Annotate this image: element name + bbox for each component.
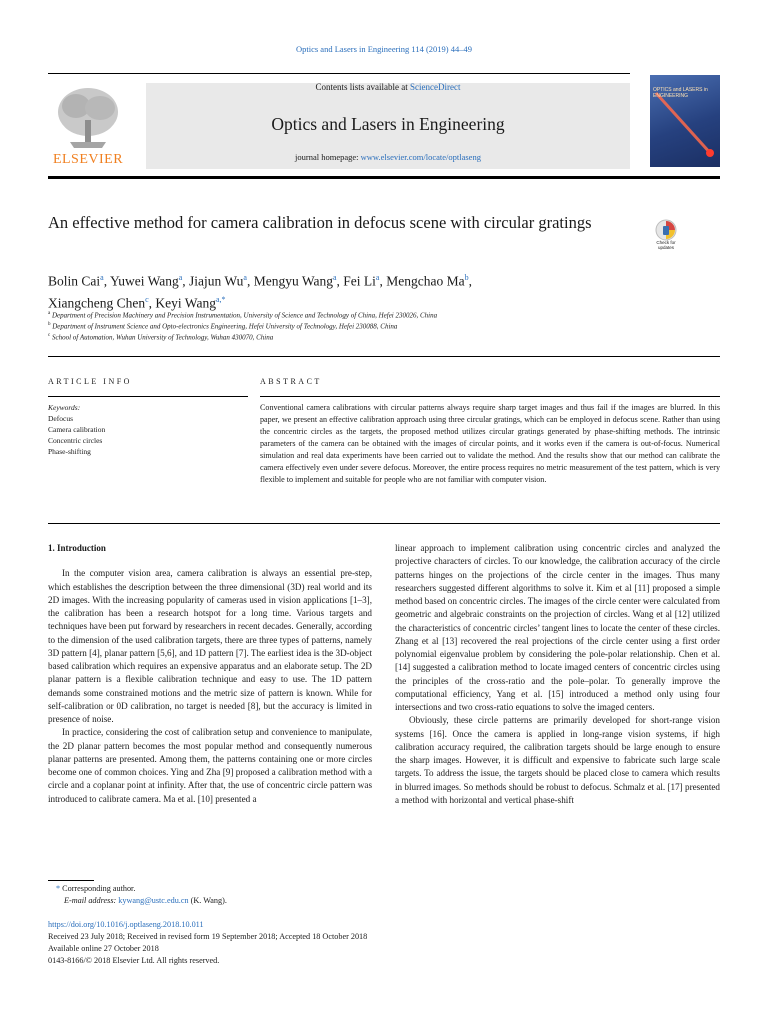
author-affiliation-marker[interactable]: a [178, 273, 183, 282]
author-affiliation-marker[interactable]: c [145, 294, 149, 304]
keywords-block [48, 402, 228, 457]
affiliation-c-text: School of Automation, Wuhan University of Technology, Wuhan 430070, China [51, 333, 274, 342]
keyword-item: Concentric circles [48, 436, 103, 445]
homepage-link[interactable]: www.elsevier.com/locate/optlaseng [360, 152, 481, 162]
affiliation-b-text: Department of Instrument Science and Opto-electronics Engineering, Hefei University of Technology, Hefei 230088, China [52, 322, 398, 331]
copyright-line: 0143-8166/© 2018 Elsevier Ltd. All rights reserved. [48, 956, 220, 965]
masthead-bottom-rule [48, 176, 720, 179]
author-name[interactable]: Bolin Cai [48, 273, 101, 289]
author-name[interactable]: Mengchao Ma [386, 273, 465, 289]
authors-line-1: Bolin Cai$^a$, Yuwei Wang$^a$, Jiajun Wu$^a$, Mengyu Wang$^a$, Fei Li$^a$, Mengchao Ma$^b$, [48, 273, 472, 289]
received-dates: Received 23 July 2018; Received in revised form 19 September 2018; Accepted 18 October 2018 [48, 932, 368, 941]
affiliation-a [48, 311, 648, 319]
email-line [48, 895, 464, 907]
paper-title: An effective method for camera calibration in defocus scene with circular gratings [48, 213, 592, 232]
body-left-column [48, 542, 372, 806]
author-name[interactable]: Fei Li [343, 273, 376, 289]
journal-title: Optics and Lasers in Engineering [271, 114, 505, 134]
homepage-prefix: journal homepage: [295, 152, 361, 162]
abstract-text: Conventional camera calibrations with circular patterns always require sharp target images and thus fail if the images are blurred. In this paper, we present an effective calibration approach using three circular gratings, which can be employed in defocus scene. Rather than using the concentric circles as the targets, the proposed method utilizes circular gratings generated by phase-shifting methods. The intrinsic parameters of the camera can be obtained with the images of circular points, and it works even if the camera is out-of-focus. Numerical simulation and real data experiments have been carried out to validate the method. And the results show that our method can calibrate the camera effectively even under severe defocus. Moreover, the entire process requires no metric measurement of the test pattern, which is very flexible to implement and suitable for people who are not familiar with computer vision. [260, 403, 720, 484]
contents-line [146, 82, 630, 92]
keywords-label: Keywords: [48, 403, 81, 412]
available-online: Available online 27 October 2018 [48, 944, 159, 953]
author-affiliation-marker[interactable]: a [375, 273, 380, 282]
email-label: E-mail address: [64, 896, 117, 905]
author-name[interactable]: Jiajun Wu [189, 273, 244, 289]
intro-paragraph-1: In the computer vision area, camera calibration is always an essential pre-step, which establishes the description between the three dimensional (3D) real world and its 2D images. With the increasing popularity of cameras used in vision applications [1–3], the calibration has been a research hotspot for a long time. Various targets and techniques have been put forward by researchers in recent decades. Generally, according to the dimension of the used calibration targets, there are three types of patterns, namely 3D pattern [4], planar pattern [5,6], and 1D pattern [7]. The earliest idea is the 3D-object based calibration which requires an expensive apparatus and an elaborate setup. The 2D planar pattern is a flexible calibration technique and easy to use. The 1D pattern demands some constrained motions and the metric size of pattern is known. While for self-calibration or 0D calibration, no target is needed [8], but the accuracy is limited in presence of noise. [48, 568, 372, 724]
email-link[interactable]: kywang@ustc.edu.cn [118, 896, 189, 905]
crossmark-icon[interactable] [648, 218, 684, 258]
author-name[interactable]: Yuwei Wang [109, 273, 179, 289]
article-info-rule [48, 396, 248, 397]
affiliation-c [48, 333, 648, 341]
author-affiliation-marker[interactable]: a [332, 273, 337, 282]
footnote-rule [48, 880, 94, 881]
author-name[interactable]: Mengyu Wang [253, 273, 333, 289]
intro-paragraph-3: linear approach to implement calibration using concentric circles and analyzed the projective characters of circles. To our knowledge, the calibration accuracy of the circle patterns hinges on the projections of the circle center in the images. Thus many researchers suggested different algorithms to solve it. Kim et al [11] proposed a simple method based on concentric circles. The images of the circle center were calculated from geometric and algebraic constraints on the projection of circles. Wang et al [12] utilized the characteristics of concentric circles’ tangent lines to locate the center of these circles. Zhang et al [13] recovered the real projections of the circle center using a first order polynomial eigenvalue problem by considering the pole-polar relationship. Chen et al. [14] suggested a calibration method to locate imaged centers of concentric circles using the principles of the cross-ratio and the pole–polar. To generally improve the computational efficiency, Yang et al. [15] introduced a method only using four intersections and two cross-ratio equations to solve the imaged centers. [395, 543, 720, 712]
abstract-rule [260, 396, 720, 397]
journal-reference[interactable]: Optics and Lasers in Engineering 114 (2019) 44–49 [295, 44, 473, 54]
intro-paragraph-4: Obviously, these circle patterns are primarily developed for short-range vision systems [16]. Once the camera is applied in long-range vision systems, if high calibration accuracy required, the calibration targets should be large enough to ensure the sharp images. However, it is difficult and expensive to fabricate such large scale targets. To address the issue, the targets should be placed close to camera which results in blurred images. So methods should be robust to defocus. Schmalz et al. [17] presented a method with horizontal and vertical phase-shift [395, 715, 720, 805]
affiliation-c-marker: c [48, 333, 51, 338]
author-list [48, 269, 648, 312]
author-affiliation-marker[interactable]: a,* [215, 294, 226, 304]
article-info-heading: ARTICLE INFO [48, 377, 132, 386]
elsevier-wordmark: ELSEVIER [52, 152, 124, 167]
author-name[interactable]: Xiangcheng Chen [48, 295, 146, 310]
homepage-line [146, 152, 630, 162]
corresponding-text: Corresponding author. [62, 884, 136, 893]
body-right-column [395, 542, 720, 807]
author-affiliation-marker[interactable]: b [464, 273, 469, 282]
keyword-item: Camera calibration [48, 425, 106, 434]
author-affiliation-marker[interactable]: a [243, 273, 247, 282]
email-suffix: (K. Wang). [190, 896, 227, 905]
section-1-title: 1. Introduction [48, 543, 106, 553]
doi-text[interactable]: https://doi.org/10.1016/j.optlaseng.2018.10.011 [48, 920, 204, 929]
affiliation-a-marker: a [48, 311, 51, 316]
contents-prefix: Contents lists available at [315, 82, 410, 92]
masthead-top-rule [48, 73, 630, 74]
affiliations-bottom-rule [48, 356, 720, 357]
author-affiliation-marker[interactable]: a [100, 273, 104, 282]
crossmark-label: Check for updates [656, 240, 676, 250]
author-name[interactable]: Keyi Wang [155, 295, 216, 310]
intro-paragraph-2: In practice, considering the cost of calibration setup and convenience to manipulate, the 2D planar pattern becomes the most popular method and consequently numerous planar patterns are presented. Among them, the patterns containing one or more circles become one of common choices. Ying and Zha [9] proposed a calibration method with a circle and a coplanar point at infinity. After that, the use of concentric circle pattern was introduced to calibrate camera. Ma et al. [10] presented a [48, 727, 372, 804]
affiliation-b-marker: b [48, 322, 51, 327]
abstract-heading: ABSTRACT [260, 377, 322, 386]
cover-title: OPTICS and LASERS in ENGINEERING [653, 87, 708, 99]
affiliation-b [48, 322, 648, 330]
keyword-item: Defocus [48, 414, 73, 423]
authors-line-2: Xiangcheng Chen$^c$, Keyi Wang$^{a,*}$ [48, 294, 226, 310]
corresponding-note: * Corresponding author. [56, 884, 136, 893]
affiliation-a-text: Department of Precision Machinery and Precision Instrumentation, University of Science and Technology of China, Hefei 230026, China [51, 311, 438, 320]
keyword-item: Phase-shifting [48, 447, 91, 456]
doi-link[interactable] [48, 919, 448, 931]
sciencedirect-link[interactable]: ScienceDirect [410, 82, 461, 92]
abstract-bottom-rule [48, 523, 720, 524]
